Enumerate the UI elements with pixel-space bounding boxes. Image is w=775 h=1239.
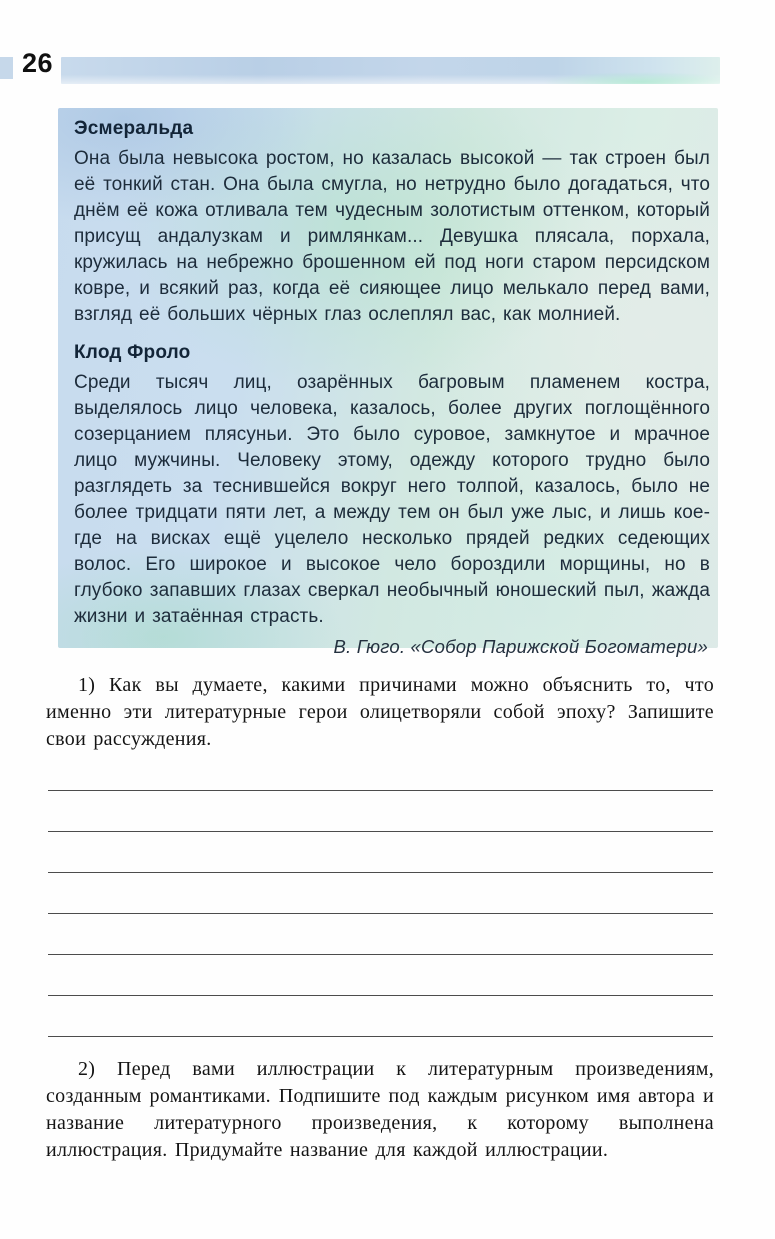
excerpt-box	[58, 108, 718, 657]
excerpt-attribution: В. Гюго. «Собор Парижской Богоматери»	[333, 636, 708, 657]
answer-line	[48, 914, 713, 955]
task-2	[46, 1056, 714, 1164]
answer-lines	[48, 750, 713, 1037]
excerpt-text-frollo: Среди тысяч лиц, озарённых багровым пламенем костра, выделялось лицо человека, казалось, более других поглощённого созерцанием плясуньи. Это было суровое, замкнутое и мрачное лицо мужчины. Человеку этому, одежду которого трудно было разглядеть за теснившейся вокруг него толпой, казалось, было не более тридцати пяти лет, а между тем он был уже лыс, и лишь кое-где на висках ещё уцелело несколько прядей редких седеющих волос. Его широкое и высокое чело бороздили морщины, но в глубоко запавших глазах сверкал необычный юношеский пыл, жажда жизни и затаённая страсть.	[74, 372, 710, 627]
excerpt-text-esmeralda: Она была невысока ростом, но казалась высокой — так строен был её тонкий стан. Она была смугла, но нетрудно было догадаться, что днём её кожа отливала тем чудесным золотистым оттенком, который присущ андалузкам и римлянкам... Девушка плясала, порхала, кружилась на небрежно брошенном ей под ноги старом персидском ковре, и всякий раз, когда её сияющее лицо мелькало перед вами, взгляд её больших чёрных глаз ослеплял вас, как молнией.	[74, 148, 710, 325]
task-2-text: 2) Перед вами иллюстрации к литературным произведениям, созданным романтиками. Подпишите под каждым рисунком имя автора и название литературного произведения, к которому выполнена иллюстрация. Придумайте название для каждой иллюстрации.	[46, 1058, 714, 1161]
excerpt-heading-esmeralda: Эсмеральда	[74, 118, 194, 139]
task-1	[46, 672, 714, 753]
answer-line	[48, 832, 713, 873]
answer-line	[48, 955, 713, 996]
answer-line	[48, 750, 713, 791]
answer-line	[48, 873, 713, 914]
excerpt-heading-frollo: Клод Фроло	[74, 342, 191, 363]
answer-line	[48, 791, 713, 832]
page-edge-marker	[0, 57, 13, 79]
page-number: 26	[22, 48, 54, 78]
task-1-text: 1) Как вы думаете, какими причинами можно объяснить то, что именно эти литературные герои олицетворяли собой эпоху? Запишите свои рассуждения.	[46, 674, 714, 750]
answer-line	[48, 996, 713, 1037]
header-bar	[61, 57, 720, 84]
